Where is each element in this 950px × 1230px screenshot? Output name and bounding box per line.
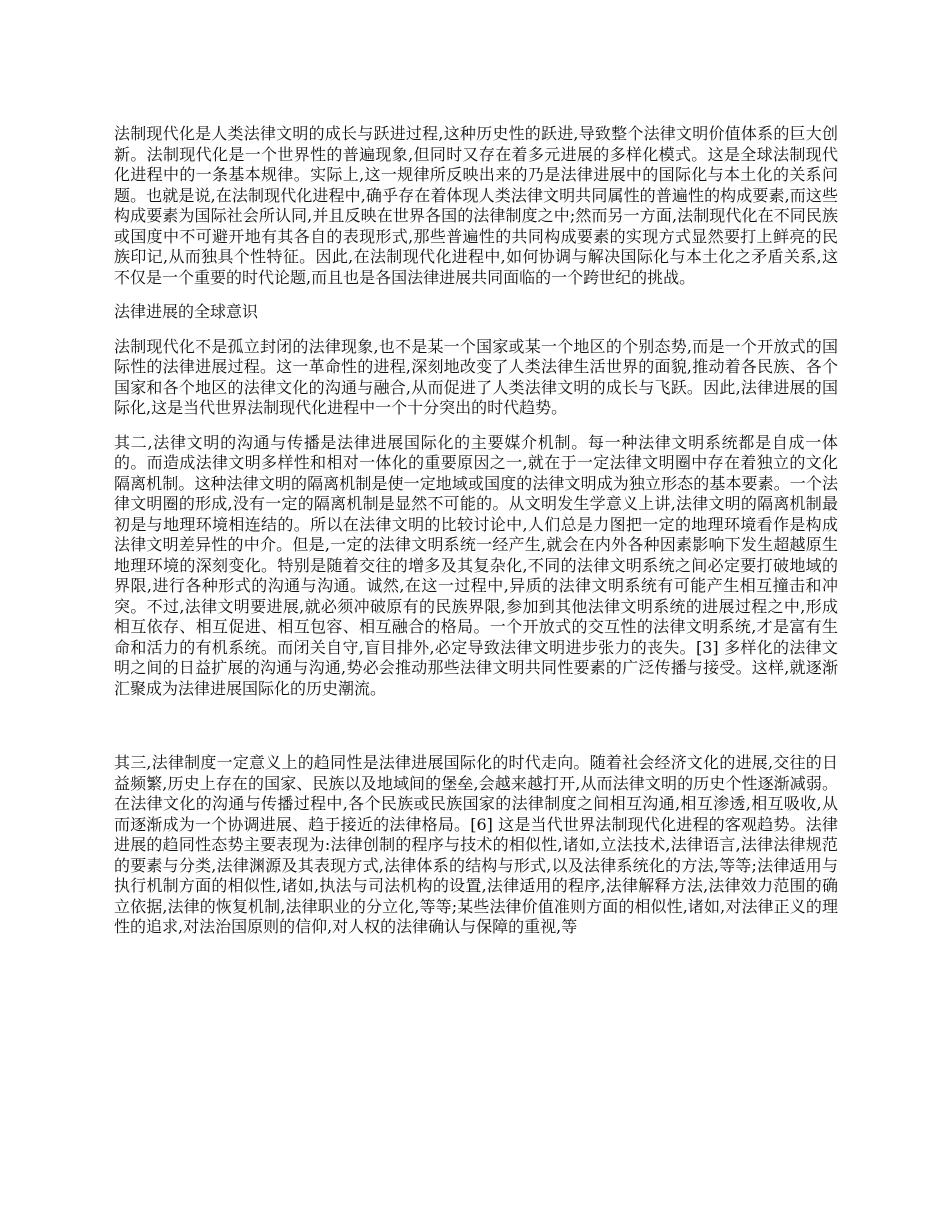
paragraph-third-point: 其三,法律制度一定意义上的趋同性是法律进展国际化的时代走向。随着社会经济文化的进展,交往的日益频繁,历史上存在的国家、民族以及地域间的堡垒,会越来越打开,从而法律文明的历史个性逐渐减弱。在法律文化的沟通与传播过程中,各个民族或民族国家的法律制度之间相互沟通,相互渗透,相互吸收,从而逐渐成为一个协调进展、趋于接近的法律格局。[6] 这是当代世界法制现代化进程的客观趋势。法律进展的趋同性态势主要表现为:法律创制的程序与技术的相似性,诸如,立法技术,法律语言,法律法律规范的要素与分类,法律渊源及其表现方式,法律体系的结构与形式,以及法律系统化的方法,等等;法律适用与执行机制方面的相似性,诸如,执法与司法机构的设置,法律适用的程序,法律解释方法,法律效力范围的确立依据,法律的恢复机制,法律职业的分立化,等等;某些法律价值准则方面的相似性,诸如,对法律正义的理性的追求,对法治国原则的信仰,对人权的法律确认与保障的重视,等 (114, 753, 838, 936)
paragraph-global-awareness: 法制现代化不是孤立封闭的法律现象,也不是某一个国家或某一个地区的个别态势,而是一个开放式的国际性的法律进展过程。这一革命性的进程,深刻地改变了人类法律生活世界的面貌,推动着各民族、各个国家和各个地区的法律文化的沟通与融合,从而促进了人类法律文明的成长与飞跃。因此,法律进展的国际化,这是当代世界法制现代化进程中一个十分突出的时代趋势。 (114, 336, 838, 417)
document-body (114, 124, 838, 952)
paragraph-intro: 法制现代化是人类法律文明的成长与跃进过程,这种历史性的跃进,导致整个法律文明价值体系的巨大创新。法制现代化是一个世界性的普遍现象,但同时又存在着多元进展的多样化模式。这是全球法制现代化进程中的一条基本规律。实际上,这一规律所反映出来的乃是法律进展中的国际化与本土化的关系问题。也就是说,在法制现代化进程中,确乎存在着体现人类法律文明共同属性的普遍性的构成要素,而这些构成要素为国际社会所认同,并且反映在世界各国的法律制度之中;然而另一方面,法制现代化在不同民族或国度中不可避开地有其各自的表现形式,那些普遍性的共同构成要素的实现方式显然要打上鲜亮的民族印记,从而独具个性特征。因此,在法制现代化进程中,如何协调与解决国际化与本土化之矛盾关系,这不仅是一个重要的时代论题,而且也是各国法律进展共同面临的一个跨世纪的挑战。 (114, 124, 838, 287)
paragraph-spacer (114, 713, 838, 753)
paragraph-second-point: 其二,法律文明的沟通与传播是法律进展国际化的主要媒介机制。每一种法律文明系统都是自成一体的。而造成法律文明多样性和相对一体化的重要原因之一,就在于一定法律文明圈中存在着独立的文化隔离机制。这种法律文明的隔离机制是使一定地域或国度的法律文明成为独立形态的基本要素。一个法律文明圈的形成,没有一定的隔离机制是显然不可能的。从文明发生学意义上讲,法律文明的隔离机制最初是与地理环境相连结的。所以在法律文明的比较讨论中,人们总是力图把一定的地理环境看作是构成法律文明差异性的中介。但是,一定的法律文明系统一经产生,就会在内外各种因素影响下发生超越原生地理环境的深刻变化。特别是随着交往的增多及其复杂化,不同的法律文明系统之间必定要打破地域的界限,进行各种形式的沟通与沟通。诚然,在这一过程中,异质的法律文明系统有可能产生相互撞击和冲突。不过,法律文明要进展,就必须冲破原有的民族界限,参加到其他法律文明系统的进展过程之中,形成相互依存、相互促进、相互包容、相互融合的格局。一个开放式的交互性的法律文明系统,才是富有生命和活力的有机系统。而闭关自守,盲目排外,必定导致法律文明进步张力的丧失。[3] 多样化的法律文明之间的日益扩展的沟通与沟通,势必会推动那些法律文明共同性要素的广泛传播与接受。这样,就逐渐汇聚成为法律进展国际化的历史潮流。 (114, 432, 838, 698)
section-heading: 法律进展的全球意识 (114, 302, 259, 321)
